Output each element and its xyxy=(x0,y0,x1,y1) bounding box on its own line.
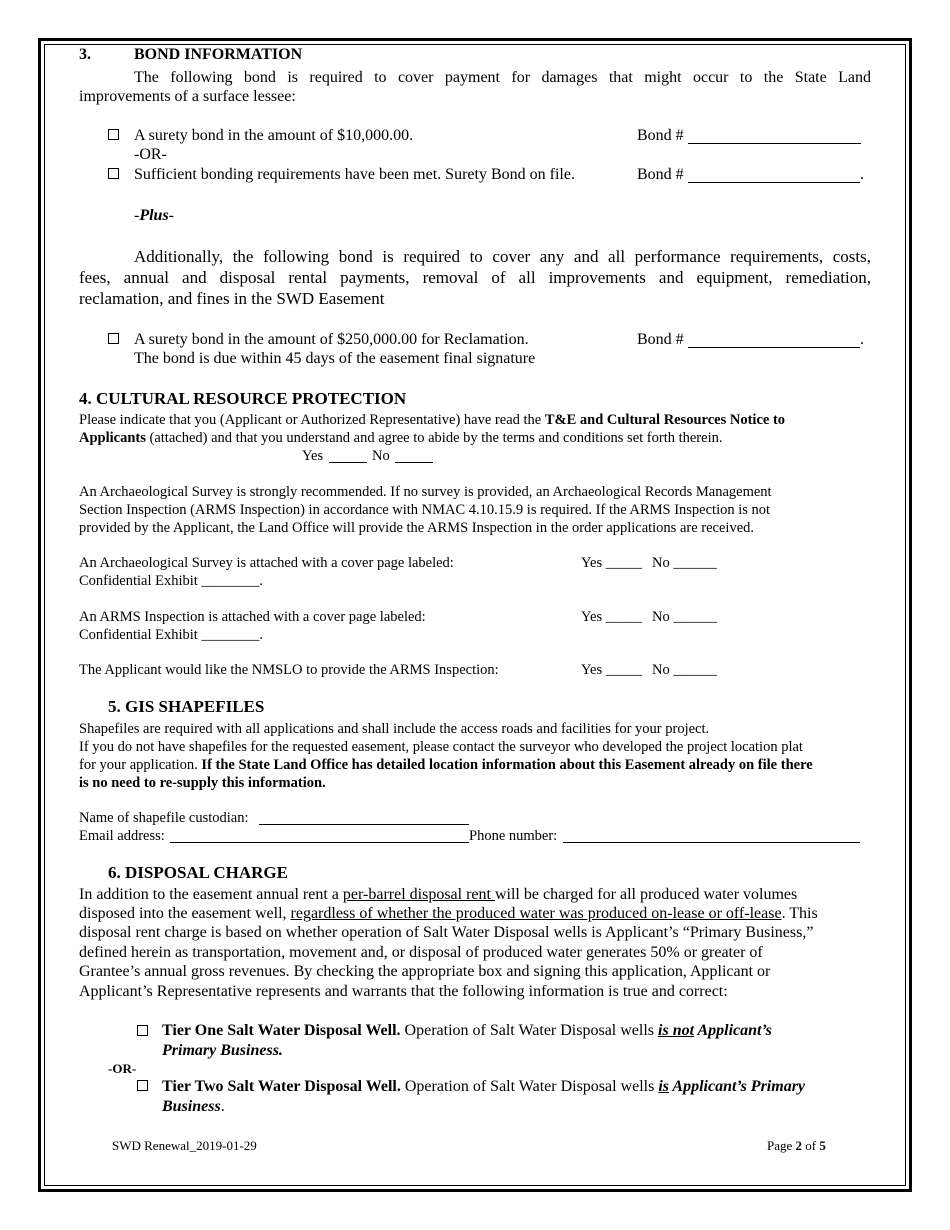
phone-field[interactable] xyxy=(563,842,860,843)
or-separator-2: -OR- xyxy=(108,1061,137,1076)
bond-on-file-bond-label: Bond # xyxy=(637,166,684,183)
survey-confidential-exhibit[interactable]: Confidential Exhibit ________. xyxy=(79,573,264,589)
tier-two-line2: Business. xyxy=(162,1098,225,1115)
section5-title: 5. GIS SHAPEFILES xyxy=(108,697,265,716)
section5-line2: If you do not have shapefiles for the requested easement, please contact the surveyor who developed the project location plat xyxy=(79,739,803,755)
section3-title: BOND INFORMATION xyxy=(134,46,303,63)
bond-on-file-label: Sufficient bonding requirements have been met. Surety Bond on file. xyxy=(134,166,575,183)
additional-bond-line2: fees, annual and disposal rental payments, removal of all improvements and equipment, remediation, xyxy=(79,268,871,287)
section4-p2-line1: An Archaeological Survey is strongly recommended. If no survey is provided, an Archaeological Records Management xyxy=(79,484,772,500)
section5-line4: is no need to re-supply this information. xyxy=(79,775,326,791)
acknowledge-yes-field[interactable] xyxy=(329,462,367,463)
survey-question: An Archaeological Survey is attached with a cover page labeled: xyxy=(79,555,454,571)
section5-line1: Shapefiles are required with all applications and shall include the access roads and facilities for your project. xyxy=(79,721,710,737)
bond-10000-bond-label: Bond # xyxy=(637,127,684,144)
section4-p2-line2: Section Inspection (ARMS Inspection) in accordance with NMAC 4.10.15.9 is required. If the ARMS Inspection is not xyxy=(79,502,771,518)
nmslo-yes[interactable]: Yes _____ xyxy=(581,662,642,678)
acknowledge-yes-label: Yes xyxy=(302,448,324,464)
section6-line5: Grantee’s annual gross revenues. By checking the appropriate box and signing this application, Applicant or xyxy=(79,963,771,980)
bond-on-file-number-field[interactable] xyxy=(688,182,860,183)
section4-p2-line3: provided by the Applicant, the Land Office will provide the ARMS Inspection in the order applications are received. xyxy=(79,520,755,536)
or-separator-1: -OR- xyxy=(134,146,167,163)
additional-bond-line3: reclamation, and fines in the SWD Easement xyxy=(79,289,385,308)
bond-reclamation-note: The bond is due within 45 days of the easement final signature xyxy=(134,350,536,367)
bond-10000-number-field[interactable] xyxy=(688,143,861,144)
survey-no[interactable]: No ______ xyxy=(652,555,717,571)
bond-reclamation-period: . xyxy=(860,331,864,348)
section5-line3: for your application. If the State Land Office has detailed location information about this Easement already on file there xyxy=(79,757,813,773)
acknowledge-no-field[interactable] xyxy=(395,462,433,463)
bond-10000-checkbox[interactable] xyxy=(108,129,119,140)
nmslo-no[interactable]: No ______ xyxy=(652,662,717,678)
section3-intro-line2: improvements of a surface lessee: xyxy=(79,88,296,105)
section3-number: 3. xyxy=(79,46,91,63)
tier-two-line1: Tier Two Salt Water Disposal Well. Operation of Salt Water Disposal wells is Applicant’s Primary xyxy=(162,1078,806,1095)
email-label: Email address: xyxy=(79,828,165,844)
acknowledge-no-label: No xyxy=(372,448,390,464)
section4-title: 4. CULTURAL RESOURCE PROTECTION xyxy=(79,389,407,408)
bond-reclamation-checkbox[interactable] xyxy=(108,333,119,344)
additional-bond-line1: Additionally, the following bond is required to cover any and all performance requirements, costs, xyxy=(134,247,871,266)
custodian-label: Name of shapefile custodian: xyxy=(79,810,249,826)
arms-confidential-exhibit[interactable]: Confidential Exhibit ________. xyxy=(79,627,264,643)
bond-reclamation-number-field[interactable] xyxy=(688,347,860,348)
bond-reclamation-label: A surety bond in the amount of $250,000.00 for Reclamation. xyxy=(134,331,529,348)
tier-one-line2: Primary Business. xyxy=(162,1042,283,1059)
arms-question: An ARMS Inspection is attached with a cover page labeled: xyxy=(79,609,426,625)
section4-p1-line2: Applicants (attached) and that you understand and agree to abide by the terms and conditions set forth therein. xyxy=(79,430,723,446)
arms-no[interactable]: No ______ xyxy=(652,609,717,625)
nmslo-question: The Applicant would like the NMSLO to provide the ARMS Inspection: xyxy=(79,662,499,678)
bond-10000-label: A surety bond in the amount of $10,000.00. xyxy=(134,127,414,144)
plus-heading: -Plus- xyxy=(134,207,174,224)
section4-p1-line1: Please indicate that you (Applicant or Authorized Representative) have read the T&E and Cultural Resources Notice to xyxy=(79,412,786,428)
section6-line4: defined herein as transportation, movement and, or disposal of produced water generates 50% or greater of xyxy=(79,944,763,961)
bond-reclamation-bond-label: Bond # xyxy=(637,331,684,348)
custodian-field[interactable] xyxy=(259,824,469,825)
email-field[interactable] xyxy=(170,842,469,843)
tier-one-checkbox[interactable] xyxy=(137,1025,148,1036)
arms-yes[interactable]: Yes _____ xyxy=(581,609,642,625)
section3-intro-line1: The following bond is required to cover payment for damages that might occur to the State Land xyxy=(134,69,871,86)
section6-line6: Applicant’s Representative represents and warrants that the following information is true and correct: xyxy=(79,983,728,1000)
section6-line3: disposal rent charge is based on whether operation of Salt Water Disposal wells is Applicant’s “Primary Business,” xyxy=(79,924,814,941)
tier-two-checkbox[interactable] xyxy=(137,1080,148,1091)
section6-title: 6. DISPOSAL CHARGE xyxy=(108,863,288,882)
footer-document-id: SWD Renewal_2019-01-29 xyxy=(112,1138,257,1153)
tier-one-line1: Tier One Salt Water Disposal Well. Operation of Salt Water Disposal wells is not Applicant’s xyxy=(162,1022,772,1039)
section6-line2: disposed into the easement well, regardless of whether the produced water was produced on-lease or off-lease. This xyxy=(79,905,818,922)
bond-on-file-checkbox[interactable] xyxy=(108,168,119,179)
phone-label: Phone number: xyxy=(469,828,558,844)
section6-line1: In addition to the easement annual rent a per-barrel disposal rent will be charged for all produced water volumes xyxy=(79,886,798,903)
footer-page-number: Page 2 of 5 xyxy=(767,1138,826,1153)
bond-on-file-period: . xyxy=(860,166,864,183)
survey-yes[interactable]: Yes _____ xyxy=(581,555,642,571)
